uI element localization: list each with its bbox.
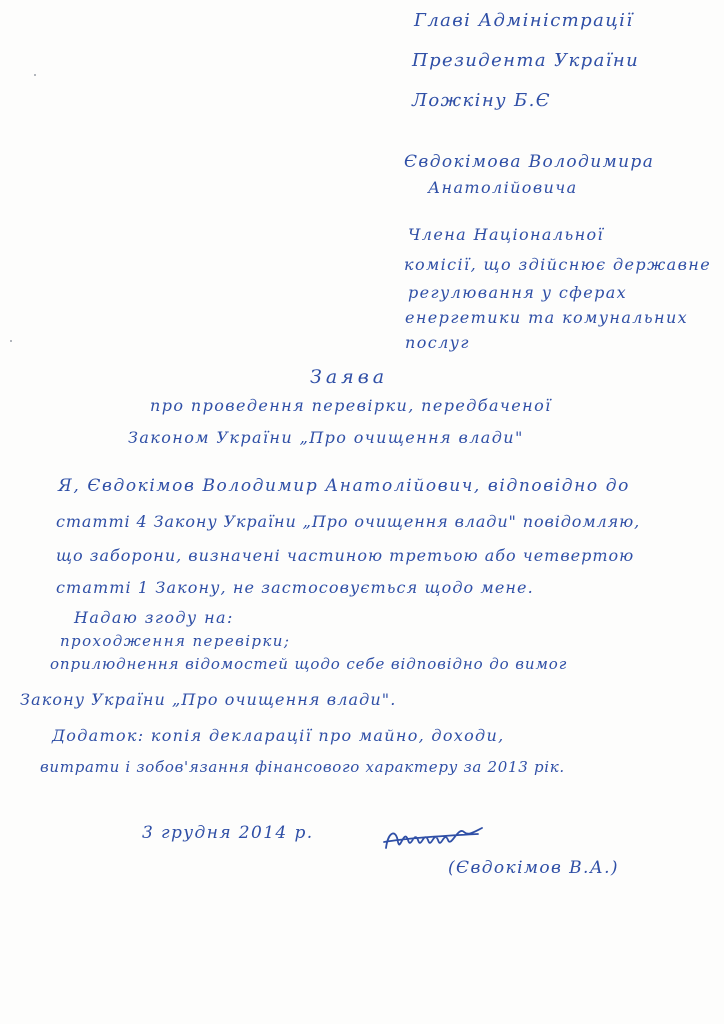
body-paragraph-line-3: що заборони, визначені частиною третьою або четвертою: [56, 546, 635, 565]
addressee-line-1: Главі Адміністрації: [414, 10, 634, 31]
addressee-name: Ложкіну Б.Є: [412, 90, 551, 111]
scan-speck: [34, 74, 36, 76]
scan-speck: [10, 340, 12, 342]
sender-name-line-1: Євдокімова Володимира: [404, 152, 655, 172]
letter-date: 3 грудня 2014 р.: [142, 823, 314, 843]
sender-position-line-2: комісії, що здійснює державне: [404, 255, 712, 274]
document-subtitle-line-2: Законом України „Про очищення влади": [128, 428, 524, 447]
sender-name-line-2: Анатолійовича: [428, 178, 578, 197]
addressee-line-2: Президента України: [412, 50, 640, 71]
signer-name: (Євдокімов В.А.): [448, 858, 619, 878]
handwritten-signature: [378, 818, 498, 858]
attachment-line-2: витрати і зобов'язання фінансового характеру за 2013 рік.: [40, 758, 565, 776]
consent-item-2-line-1: оприлюднення відомостей щодо себе відповідно до вимог: [50, 655, 568, 673]
sender-position-line-3: регулювання у сферах: [408, 283, 628, 302]
document-title: Заява: [310, 366, 389, 388]
consent-heading: Надаю згоду на:: [74, 608, 234, 627]
attachment-line-1: Додаток: копія декларації про майно, доходи,: [52, 726, 505, 745]
consent-item-2-line-2: Закону України „Про очищення влади".: [20, 690, 397, 709]
consent-item-1: проходження перевірки;: [60, 632, 291, 650]
sender-position-line-4: енергетики та комунальних: [405, 308, 689, 327]
body-paragraph-line-2: статті 4 Закону України „Про очищення влади" повідомляю,: [56, 512, 641, 531]
document-subtitle-line-1: про проведення перевірки, передбаченої: [150, 396, 552, 415]
body-paragraph-line-1: Я, Євдокімов Володимир Анатолійович, відповідно до: [58, 476, 630, 496]
sender-position-line-1: Члена Національної: [408, 225, 605, 244]
body-paragraph-line-4: статті 1 Закону, не застосовується щодо мене.: [56, 578, 534, 597]
sender-position-line-5: послуг: [405, 333, 470, 352]
